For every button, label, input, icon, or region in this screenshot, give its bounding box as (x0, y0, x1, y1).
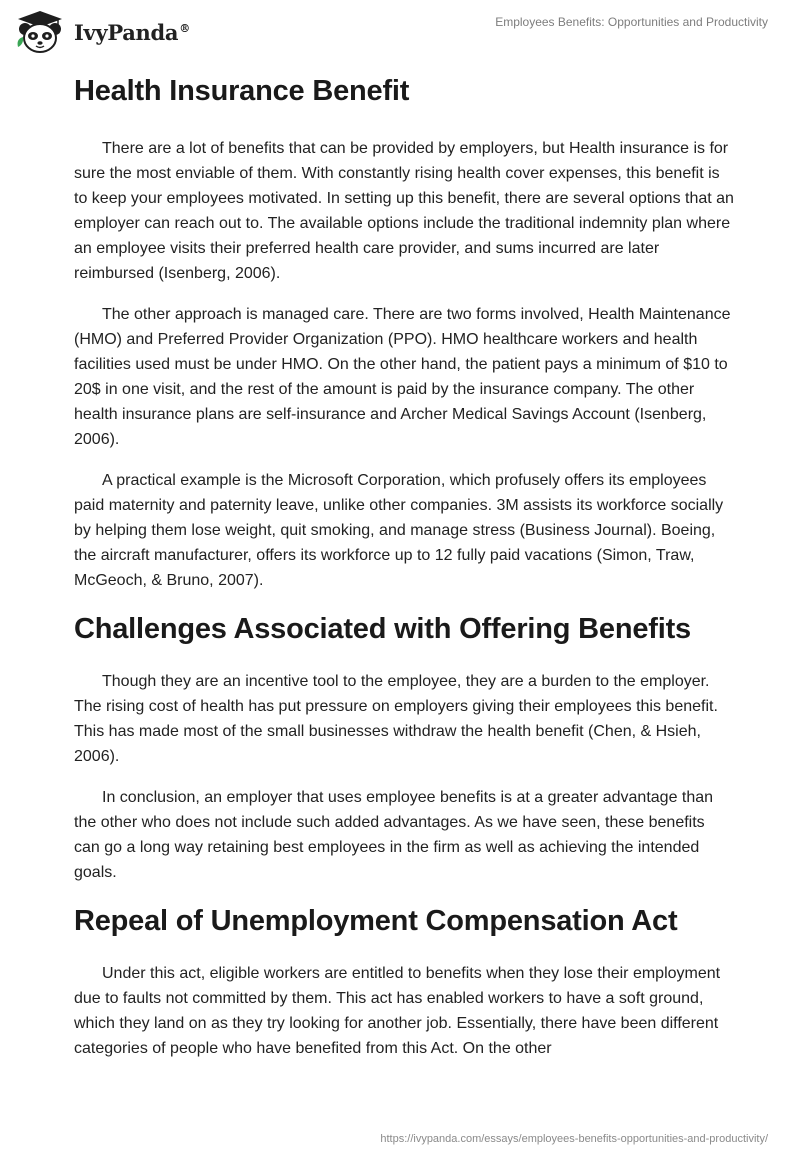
paragraph: The other approach is managed care. There are two forms involved, Health Maintenance (HMO) and Preferred Provider Organization (PPO). HMO healthcare workers and health facilities used must be under HMO. On the other hand, the patient pays a minimum of $10 to 20$ in one visit, and the rest of the amount is paid by the insurance company. The other health insurance plans are self-insurance and Archer Medical Savings Account (Isenberg, 2006). (74, 306, 731, 448)
ivypanda-logo[interactable] (14, 9, 190, 55)
document-title: Employees Benefits: Opportunities and Productivity (495, 15, 768, 29)
paragraph: Under this act, eligible workers are entitled to benefits when they lose their employment due to faults not committed by them. This act has enabled workers to have a soft ground, which they land on as they try looking for another job. Essentially, there have been different categories of people who have benefited from this Act. On the other (74, 965, 721, 1057)
section-heading-health-insurance: Health Insurance Benefit (74, 75, 410, 107)
source-url-link[interactable]: https://ivypanda.com/essays/employees-benefits-opportunities-and-productivity/ (380, 1133, 768, 1145)
paragraph: Though they are an incentive tool to the employee, they are a burden to the employer. The rising cost of health has put pressure on employers giving their employees this benefit. This has made most of the small businesses withdraw the health benefit (Chen, & Hsieh, 2006). (74, 673, 718, 765)
logo-wordmark: IvyPanda® (74, 19, 190, 45)
section-heading-repeal: Repeal of Unemployment Compensation Act (74, 905, 678, 937)
paragraph: There are a lot of benefits that can be provided by employers, but Health insurance is for sure the most enviable of them. With constantly rising health cover expenses, this benefit is to keep your employees motivated. In setting up this benefit, there are several options that an employer can reach out to. The available options include the traditional indemnity plan where an employee visits their preferred health care provider, and sums incurred are later reimbursed (Isenberg, 2006). (74, 140, 734, 282)
panda-graduate-icon (14, 9, 66, 55)
paragraph: In conclusion, an employer that uses employee benefits is at a greater advantage than the other who does not include such added advantages. As we have seen, these benefits can go a long way retaining best employees in the firm as well as achieving the intended goals. (74, 789, 714, 881)
essay-content (74, 72, 734, 1061)
section-heading-challenges: Challenges Associated with Offering Benefits (74, 613, 691, 645)
page-header (0, 0, 800, 60)
paragraph: A practical example is the Microsoft Corporation, which profusely offers its employees paid maternity and paternity leave, unlike other companies. 3M assists its workforce socially by helping them lose weight, quit smoking, and manage stress (Business Journal). Boeing, the aircraft manufacturer, offers its workforce up to 12 fully paid vacations (Simon, Traw, McGeoch, & Bruno, 2007). (74, 472, 724, 589)
